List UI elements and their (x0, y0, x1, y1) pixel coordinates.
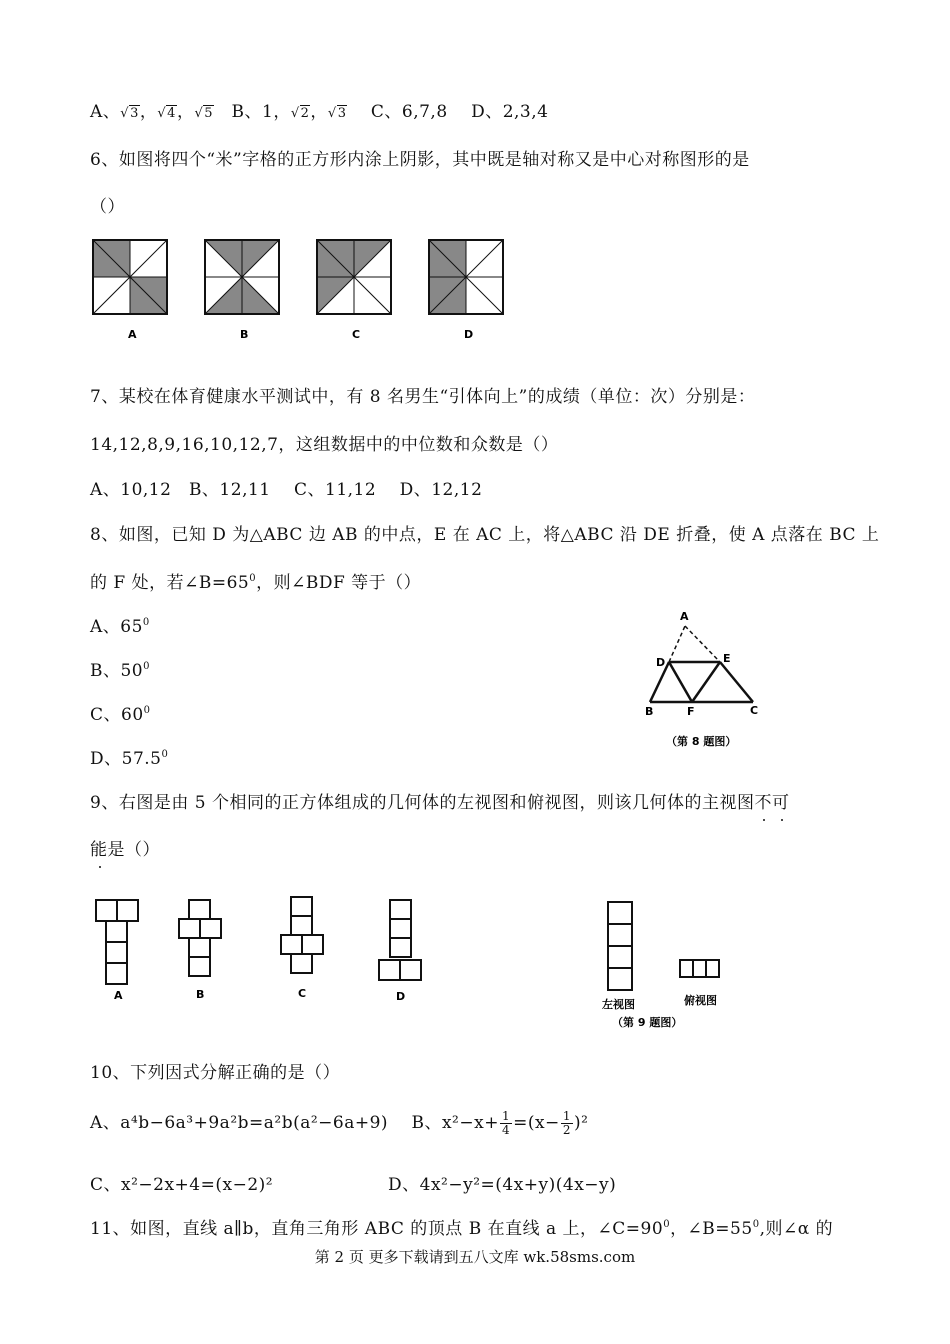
q6-label-a: A (128, 328, 137, 341)
q6-figure (88, 232, 508, 344)
q9-option-a-view (96, 900, 138, 984)
q9-top-view-label: 俯视图 (684, 994, 717, 1007)
q6-label-d: D (464, 328, 474, 341)
q9-text: 9、右图是由 5 个相同的正方体组成的几何体的左视图和俯视图，则该几何体的主视图不可 (90, 793, 790, 813)
q6-text: 6、如图将四个“米”字格的正方形内涂上阴影，其中既是轴对称又是中心对称图形的是 (90, 150, 750, 170)
q6-square-b (205, 240, 279, 314)
q8-triangle-figure (636, 604, 776, 752)
q9-label-c: C (298, 987, 307, 1000)
q6-square-a (93, 240, 167, 314)
q9-top-view (680, 960, 719, 977)
q10-option-d: D、4x²−y²=(4x+y)(4x−y) (388, 1175, 617, 1195)
q9-label-a: A (114, 989, 123, 1002)
q9-option-b-view (179, 900, 221, 976)
q8-point-e: E (723, 652, 731, 665)
q8-point-d: D (656, 656, 666, 669)
q8-point-a: A (680, 610, 689, 623)
sqrt-4: √4 (157, 106, 176, 121)
q7-data: 14,12,8,9,16,10,12,7，这组数据中的中位数和众数是（） (90, 435, 559, 455)
q5-option-b-label: B、1， (231, 102, 291, 122)
q11-text: 11、如图，直线 a∥b，直角三角形 ABC 的顶点 B 在直线 a 上，$\angle C=90^0$，$\angle B=55^0$,则∠α 的 (90, 1219, 834, 1239)
q5-option-d: D、2,3,4 (471, 102, 549, 122)
q6-paren: （） (90, 197, 125, 217)
q9-fig-caption: （第 9 题图） (612, 1016, 683, 1029)
q5-options: A、√3，√4，√5 B、1，√2，√3 C、6,7,8 D、2,3,4 (90, 102, 549, 122)
q8-point-c: C (750, 704, 759, 717)
q9-option-d-view (379, 900, 421, 980)
q10-option-c: C、x²−2x+4=(x−2)² (90, 1175, 274, 1195)
q8-option-c: C、$60^0$ (90, 705, 151, 725)
q8-point-f: F (687, 705, 695, 718)
q10-option-b: B、x²−x+ $\frac{1}{4}$ =(x− $\frac{1}{2}$ )² (411, 1109, 589, 1137)
q6-square-d (429, 240, 503, 314)
q9-option-c-view (281, 897, 323, 973)
q8-text2: 的 F 处，若$\angle B=65^0$，则∠BDF 等于（） (90, 573, 422, 593)
q8-fig-caption: （第 8 题图） (666, 735, 737, 748)
q9-label-b: B (196, 988, 205, 1001)
sqrt-2: √2 (290, 106, 310, 121)
q8-option-a: A、$65^0$ (90, 617, 150, 637)
q7-text: 7、某校在体育健康水平测试中，有 8 名男生“引体向上”的成绩（单位：次）分别是： (90, 387, 756, 407)
q10-option-a: A、a⁴b−6a³+9a²b=a²b(a²−6a+9) (90, 1113, 389, 1133)
q9-left-view-label: 左视图 (602, 998, 635, 1011)
q7-options: A、10,12 B、12,11 C、11,12 D、12,12 (90, 480, 483, 500)
q8-option-d: D、57.5$^0$ (90, 749, 169, 769)
page-footer: 第 2 页 更多下载请到五八文库 wk.58sms.com (314, 1248, 636, 1266)
sqrt-3b: √3 (327, 106, 347, 121)
q8-option-b: B、$50^0$ (90, 661, 150, 681)
q9-text2: 能是（） (90, 840, 160, 860)
q6-label-c: C (352, 328, 361, 341)
q6-label-b: B (240, 328, 249, 341)
q10-options-ab (90, 1108, 588, 1137)
q10-text: 10、下列因式分解正确的是（） (90, 1063, 341, 1083)
q9-label-d: D (396, 990, 406, 1003)
q5-option-a-label: A、 (90, 102, 121, 122)
q9-options-figure (88, 886, 428, 1006)
q8-text: 8、如图，已知 D 为△ABC 边 AB 的中点，E 在 AC 上，将△ABC 沿 DE 折叠，使 A 点落在 BC 上 (90, 525, 880, 545)
q8-point-b: B (645, 705, 654, 718)
sqrt-5: √5 (194, 106, 214, 121)
q6-square-c (317, 240, 391, 314)
sqrt-3: √3 (120, 106, 139, 121)
q9-left-view (608, 902, 632, 990)
q5-option-c: C、6,7,8 (370, 102, 448, 122)
q9-views-figure (592, 890, 742, 1030)
